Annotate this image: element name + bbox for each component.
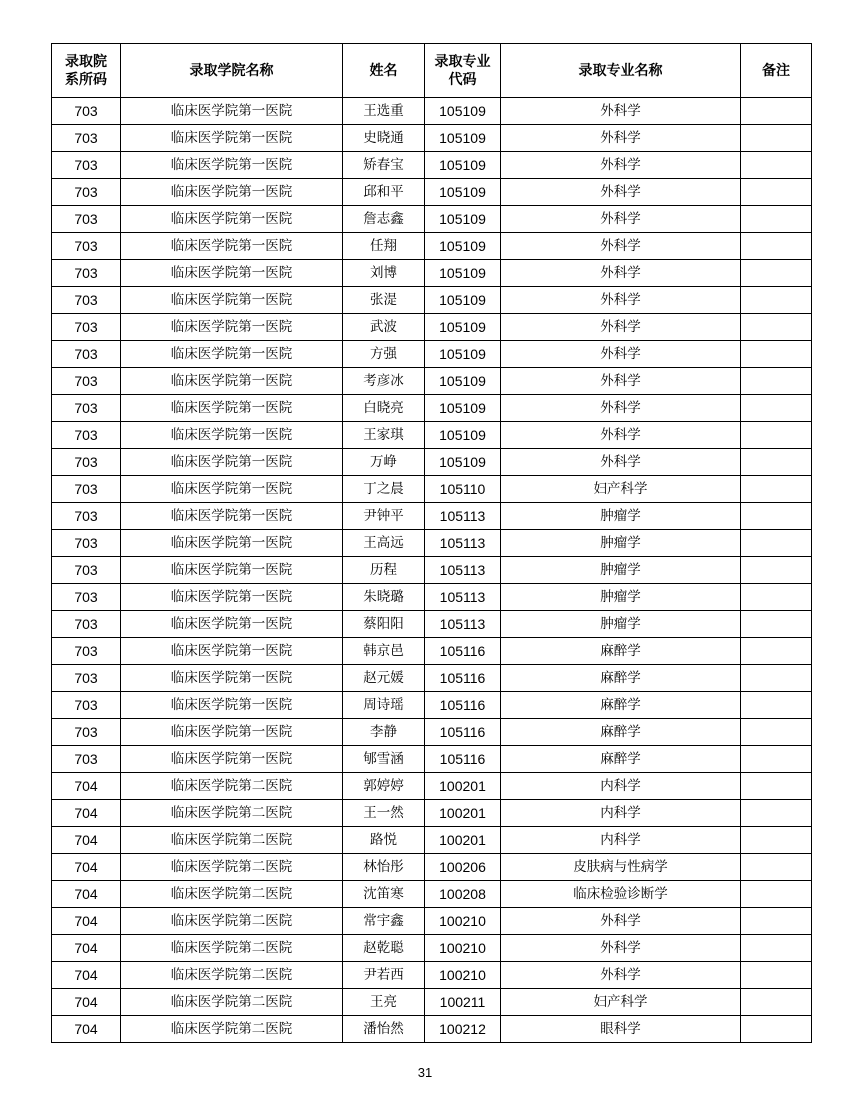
cell-college-code: 703: [52, 503, 121, 530]
cell-college-code: 703: [52, 665, 121, 692]
cell-major-name: 外科学: [501, 152, 741, 179]
cell-major-name: 肿瘤学: [501, 557, 741, 584]
header-major-code-line2: 代码: [448, 71, 477, 88]
admission-table: [51, 43, 812, 1043]
header-major-code: [425, 44, 501, 98]
cell-student-name: 沈笛寒: [343, 881, 425, 908]
header-college-name: 录取学院名称: [121, 44, 343, 98]
cell-remark: [741, 692, 812, 719]
cell-student-name: 李静: [343, 719, 425, 746]
cell-remark: [741, 314, 812, 341]
cell-major-name: 临床检验诊断学: [501, 881, 741, 908]
table-row: [52, 260, 812, 287]
cell-student-name: 张湜: [343, 287, 425, 314]
cell-college-code: 703: [52, 233, 121, 260]
cell-student-name: 邱和平: [343, 179, 425, 206]
cell-major-code: 105116: [425, 746, 501, 773]
cell-remark: [741, 476, 812, 503]
cell-major-code: 105109: [425, 125, 501, 152]
cell-college-name: 临床医学院第二医院: [121, 1016, 343, 1043]
cell-major-code: 105109: [425, 206, 501, 233]
cell-remark: [741, 260, 812, 287]
cell-major-name: 外科学: [501, 908, 741, 935]
cell-major-name: 麻醉学: [501, 665, 741, 692]
cell-student-name: 詹志鑫: [343, 206, 425, 233]
cell-remark: [741, 611, 812, 638]
cell-major-code: 105116: [425, 665, 501, 692]
header-college-code-line2: 系所码: [65, 71, 107, 88]
cell-college-name: 临床医学院第二医院: [121, 773, 343, 800]
table-row: [52, 935, 812, 962]
cell-college-name: 临床医学院第一医院: [121, 179, 343, 206]
cell-student-name: 任翔: [343, 233, 425, 260]
cell-college-name: 临床医学院第二医院: [121, 854, 343, 881]
cell-remark: [741, 125, 812, 152]
cell-college-name: 临床医学院第一医院: [121, 530, 343, 557]
header-college-code-line1: 录取院: [65, 53, 107, 70]
cell-major-code: 100201: [425, 773, 501, 800]
cell-major-name: 外科学: [501, 260, 741, 287]
cell-major-code: 100210: [425, 935, 501, 962]
cell-college-name: 临床医学院第二医院: [121, 827, 343, 854]
cell-major-name: 内科学: [501, 827, 741, 854]
cell-student-name: 刘博: [343, 260, 425, 287]
cell-college-name: 临床医学院第一医院: [121, 476, 343, 503]
header-remark: 备注: [741, 44, 812, 98]
cell-college-name: 临床医学院第一医院: [121, 611, 343, 638]
cell-remark: [741, 989, 812, 1016]
cell-major-name: 外科学: [501, 179, 741, 206]
cell-remark: [741, 827, 812, 854]
cell-major-code: 105109: [425, 287, 501, 314]
cell-college-code: 703: [52, 206, 121, 233]
cell-college-name: 临床医学院第一医院: [121, 368, 343, 395]
cell-student-name: 史晓通: [343, 125, 425, 152]
cell-remark: [741, 449, 812, 476]
cell-student-name: 周诗瑶: [343, 692, 425, 719]
table-row: [52, 530, 812, 557]
cell-remark: [741, 557, 812, 584]
cell-major-code: 105109: [425, 152, 501, 179]
table-row: [52, 503, 812, 530]
cell-remark: [741, 98, 812, 125]
cell-remark: [741, 206, 812, 233]
cell-college-name: 临床医学院第二医院: [121, 935, 343, 962]
cell-major-name: 外科学: [501, 449, 741, 476]
cell-major-name: 内科学: [501, 800, 741, 827]
cell-college-name: 临床医学院第一医院: [121, 98, 343, 125]
table-row: [52, 908, 812, 935]
table-row: [52, 665, 812, 692]
cell-college-code: 703: [52, 476, 121, 503]
cell-major-name: 内科学: [501, 773, 741, 800]
cell-remark: [741, 233, 812, 260]
cell-student-name: 尹若西: [343, 962, 425, 989]
cell-college-name: 临床医学院第一医院: [121, 314, 343, 341]
table-row: [52, 719, 812, 746]
cell-major-code: 100201: [425, 827, 501, 854]
table-row: [52, 638, 812, 665]
cell-student-name: 郇雪涵: [343, 746, 425, 773]
cell-college-code: 704: [52, 908, 121, 935]
cell-college-code: 704: [52, 773, 121, 800]
table-row: [52, 1016, 812, 1043]
cell-major-name: 肿瘤学: [501, 503, 741, 530]
cell-major-code: 105109: [425, 449, 501, 476]
table-row: [52, 368, 812, 395]
cell-major-name: 外科学: [501, 422, 741, 449]
cell-college-code: 703: [52, 314, 121, 341]
cell-major-name: 妇产科学: [501, 476, 741, 503]
table-row: [52, 827, 812, 854]
cell-major-code: 105109: [425, 422, 501, 449]
cell-major-name: 眼科学: [501, 1016, 741, 1043]
cell-college-code: 703: [52, 557, 121, 584]
table-row: [52, 773, 812, 800]
cell-college-code: 704: [52, 1016, 121, 1043]
cell-remark: [741, 719, 812, 746]
table-row: [52, 233, 812, 260]
cell-college-name: 临床医学院第一医院: [121, 503, 343, 530]
table-row: [52, 341, 812, 368]
cell-college-name: 临床医学院第二医院: [121, 908, 343, 935]
cell-remark: [741, 395, 812, 422]
cell-student-name: 路悦: [343, 827, 425, 854]
cell-major-name: 外科学: [501, 395, 741, 422]
cell-major-code: 105116: [425, 692, 501, 719]
cell-major-name: 皮肤病与性病学: [501, 854, 741, 881]
cell-student-name: 武波: [343, 314, 425, 341]
cell-student-name: 矫春宝: [343, 152, 425, 179]
cell-major-code: 105113: [425, 503, 501, 530]
cell-college-code: 703: [52, 152, 121, 179]
cell-major-name: 外科学: [501, 935, 741, 962]
table-row: [52, 314, 812, 341]
cell-remark: [741, 341, 812, 368]
cell-student-name: 尹钟平: [343, 503, 425, 530]
cell-student-name: 潘怡然: [343, 1016, 425, 1043]
cell-remark: [741, 638, 812, 665]
cell-major-name: 外科学: [501, 314, 741, 341]
cell-major-code: 100206: [425, 854, 501, 881]
cell-major-code: 100210: [425, 962, 501, 989]
cell-college-name: 临床医学院第一医院: [121, 206, 343, 233]
cell-student-name: 王选重: [343, 98, 425, 125]
cell-major-code: 105109: [425, 260, 501, 287]
table-row: [52, 206, 812, 233]
cell-major-code: 105109: [425, 341, 501, 368]
cell-remark: [741, 530, 812, 557]
cell-remark: [741, 665, 812, 692]
cell-college-code: 703: [52, 449, 121, 476]
cell-remark: [741, 881, 812, 908]
cell-major-name: 肿瘤学: [501, 530, 741, 557]
header-college-code: [52, 44, 121, 98]
cell-college-name: 临床医学院第一医院: [121, 395, 343, 422]
cell-college-code: 704: [52, 800, 121, 827]
cell-major-name: 外科学: [501, 233, 741, 260]
cell-major-code: 105113: [425, 557, 501, 584]
page-number: 31: [417, 1065, 433, 1080]
cell-major-name: 外科学: [501, 368, 741, 395]
cell-student-name: 赵乾聪: [343, 935, 425, 962]
cell-remark: [741, 854, 812, 881]
table-row: [52, 422, 812, 449]
cell-college-name: 临床医学院第一医院: [121, 449, 343, 476]
cell-college-name: 临床医学院第一医院: [121, 233, 343, 260]
cell-student-name: 郭婷婷: [343, 773, 425, 800]
cell-college-name: 临床医学院第一医院: [121, 719, 343, 746]
cell-college-code: 703: [52, 584, 121, 611]
cell-major-name: 麻醉学: [501, 638, 741, 665]
header-major-name: 录取专业名称: [501, 44, 741, 98]
cell-student-name: 常宇鑫: [343, 908, 425, 935]
cell-remark: [741, 908, 812, 935]
cell-college-code: 703: [52, 98, 121, 125]
cell-college-code: 703: [52, 611, 121, 638]
cell-college-code: 704: [52, 962, 121, 989]
cell-major-code: 105109: [425, 395, 501, 422]
cell-college-code: 703: [52, 260, 121, 287]
cell-major-code: 105116: [425, 719, 501, 746]
cell-major-code: 105109: [425, 98, 501, 125]
cell-college-code: 703: [52, 746, 121, 773]
cell-major-code: 100208: [425, 881, 501, 908]
cell-college-code: 703: [52, 422, 121, 449]
cell-college-code: 703: [52, 368, 121, 395]
cell-student-name: 白晓亮: [343, 395, 425, 422]
cell-college-code: 703: [52, 692, 121, 719]
cell-college-name: 临床医学院第一医院: [121, 422, 343, 449]
table-row: [52, 125, 812, 152]
cell-major-code: 100212: [425, 1016, 501, 1043]
cell-college-name: 临床医学院第一医院: [121, 638, 343, 665]
cell-major-code: 100210: [425, 908, 501, 935]
cell-remark: [741, 584, 812, 611]
cell-major-code: 105109: [425, 368, 501, 395]
table-row: [52, 476, 812, 503]
table-row: [52, 854, 812, 881]
cell-major-code: 105113: [425, 611, 501, 638]
cell-major-code: 105109: [425, 179, 501, 206]
cell-major-name: 肿瘤学: [501, 611, 741, 638]
table-body: [52, 98, 812, 1043]
cell-student-name: 王亮: [343, 989, 425, 1016]
table-row: [52, 287, 812, 314]
cell-college-code: 704: [52, 854, 121, 881]
cell-student-name: 考彦冰: [343, 368, 425, 395]
cell-college-code: 703: [52, 341, 121, 368]
cell-major-code: 105113: [425, 530, 501, 557]
cell-major-code: 105113: [425, 584, 501, 611]
table-row: [52, 557, 812, 584]
cell-major-code: 100211: [425, 989, 501, 1016]
cell-college-name: 临床医学院第二医院: [121, 962, 343, 989]
cell-remark: [741, 152, 812, 179]
table-row: [52, 179, 812, 206]
cell-remark: [741, 368, 812, 395]
cell-student-name: 方强: [343, 341, 425, 368]
cell-major-name: 外科学: [501, 341, 741, 368]
cell-remark: [741, 800, 812, 827]
cell-student-name: 王一然: [343, 800, 425, 827]
cell-college-name: 临床医学院第二医院: [121, 881, 343, 908]
cell-major-code: 105109: [425, 314, 501, 341]
cell-student-name: 赵元媛: [343, 665, 425, 692]
cell-college-code: 704: [52, 881, 121, 908]
cell-student-name: 王家琪: [343, 422, 425, 449]
table-row: [52, 962, 812, 989]
cell-major-code: 105110: [425, 476, 501, 503]
cell-college-name: 临床医学院第一医院: [121, 584, 343, 611]
table-row: [52, 800, 812, 827]
cell-college-name: 临床医学院第一医院: [121, 260, 343, 287]
table-row: [52, 746, 812, 773]
cell-college-name: 临床医学院第一医院: [121, 287, 343, 314]
table-row: [52, 611, 812, 638]
cell-college-name: 临床医学院第一医院: [121, 692, 343, 719]
cell-college-code: 703: [52, 179, 121, 206]
cell-remark: [741, 935, 812, 962]
table-row: [52, 692, 812, 719]
cell-major-code: 100201: [425, 800, 501, 827]
table-row: [52, 881, 812, 908]
cell-remark: [741, 1016, 812, 1043]
cell-college-name: 临床医学院第二医院: [121, 989, 343, 1016]
cell-student-name: 万峥: [343, 449, 425, 476]
cell-remark: [741, 503, 812, 530]
cell-major-name: 外科学: [501, 98, 741, 125]
cell-major-name: 外科学: [501, 287, 741, 314]
cell-major-name: 外科学: [501, 206, 741, 233]
cell-college-name: 临床医学院第一医院: [121, 152, 343, 179]
cell-student-name: 韩京邑: [343, 638, 425, 665]
cell-major-name: 麻醉学: [501, 719, 741, 746]
cell-student-name: 丁之晨: [343, 476, 425, 503]
cell-college-code: 703: [52, 719, 121, 746]
cell-college-name: 临床医学院第二医院: [121, 800, 343, 827]
cell-college-name: 临床医学院第一医院: [121, 125, 343, 152]
cell-college-code: 703: [52, 125, 121, 152]
cell-student-name: 林怡彤: [343, 854, 425, 881]
cell-major-name: 外科学: [501, 962, 741, 989]
cell-college-code: 703: [52, 638, 121, 665]
cell-student-name: 朱晓璐: [343, 584, 425, 611]
cell-remark: [741, 962, 812, 989]
cell-remark: [741, 773, 812, 800]
cell-major-code: 105116: [425, 638, 501, 665]
cell-college-code: 703: [52, 530, 121, 557]
cell-student-name: 王高远: [343, 530, 425, 557]
cell-college-code: 704: [52, 989, 121, 1016]
cell-college-name: 临床医学院第一医院: [121, 665, 343, 692]
cell-major-code: 105109: [425, 233, 501, 260]
cell-student-name: 历程: [343, 557, 425, 584]
cell-college-code: 704: [52, 935, 121, 962]
cell-remark: [741, 179, 812, 206]
cell-college-code: 703: [52, 395, 121, 422]
cell-college-name: 临床医学院第一医院: [121, 341, 343, 368]
cell-college-code: 703: [52, 287, 121, 314]
table-row: [52, 395, 812, 422]
cell-remark: [741, 422, 812, 449]
cell-college-name: 临床医学院第一医院: [121, 746, 343, 773]
table-row: [52, 584, 812, 611]
header-student-name: 姓名: [343, 44, 425, 98]
cell-college-code: 704: [52, 827, 121, 854]
cell-major-name: 外科学: [501, 125, 741, 152]
table-row: [52, 449, 812, 476]
cell-remark: [741, 287, 812, 314]
cell-major-name: 肿瘤学: [501, 584, 741, 611]
header-major-code-line1: 录取专业: [434, 53, 491, 70]
cell-student-name: 蔡阳阳: [343, 611, 425, 638]
cell-remark: [741, 746, 812, 773]
cell-college-name: 临床医学院第一医院: [121, 557, 343, 584]
table-row: [52, 152, 812, 179]
table-header-row: [52, 44, 812, 98]
table-row: [52, 98, 812, 125]
cell-major-name: 妇产科学: [501, 989, 741, 1016]
cell-major-name: 麻醉学: [501, 746, 741, 773]
cell-major-name: 麻醉学: [501, 692, 741, 719]
table-row: [52, 989, 812, 1016]
